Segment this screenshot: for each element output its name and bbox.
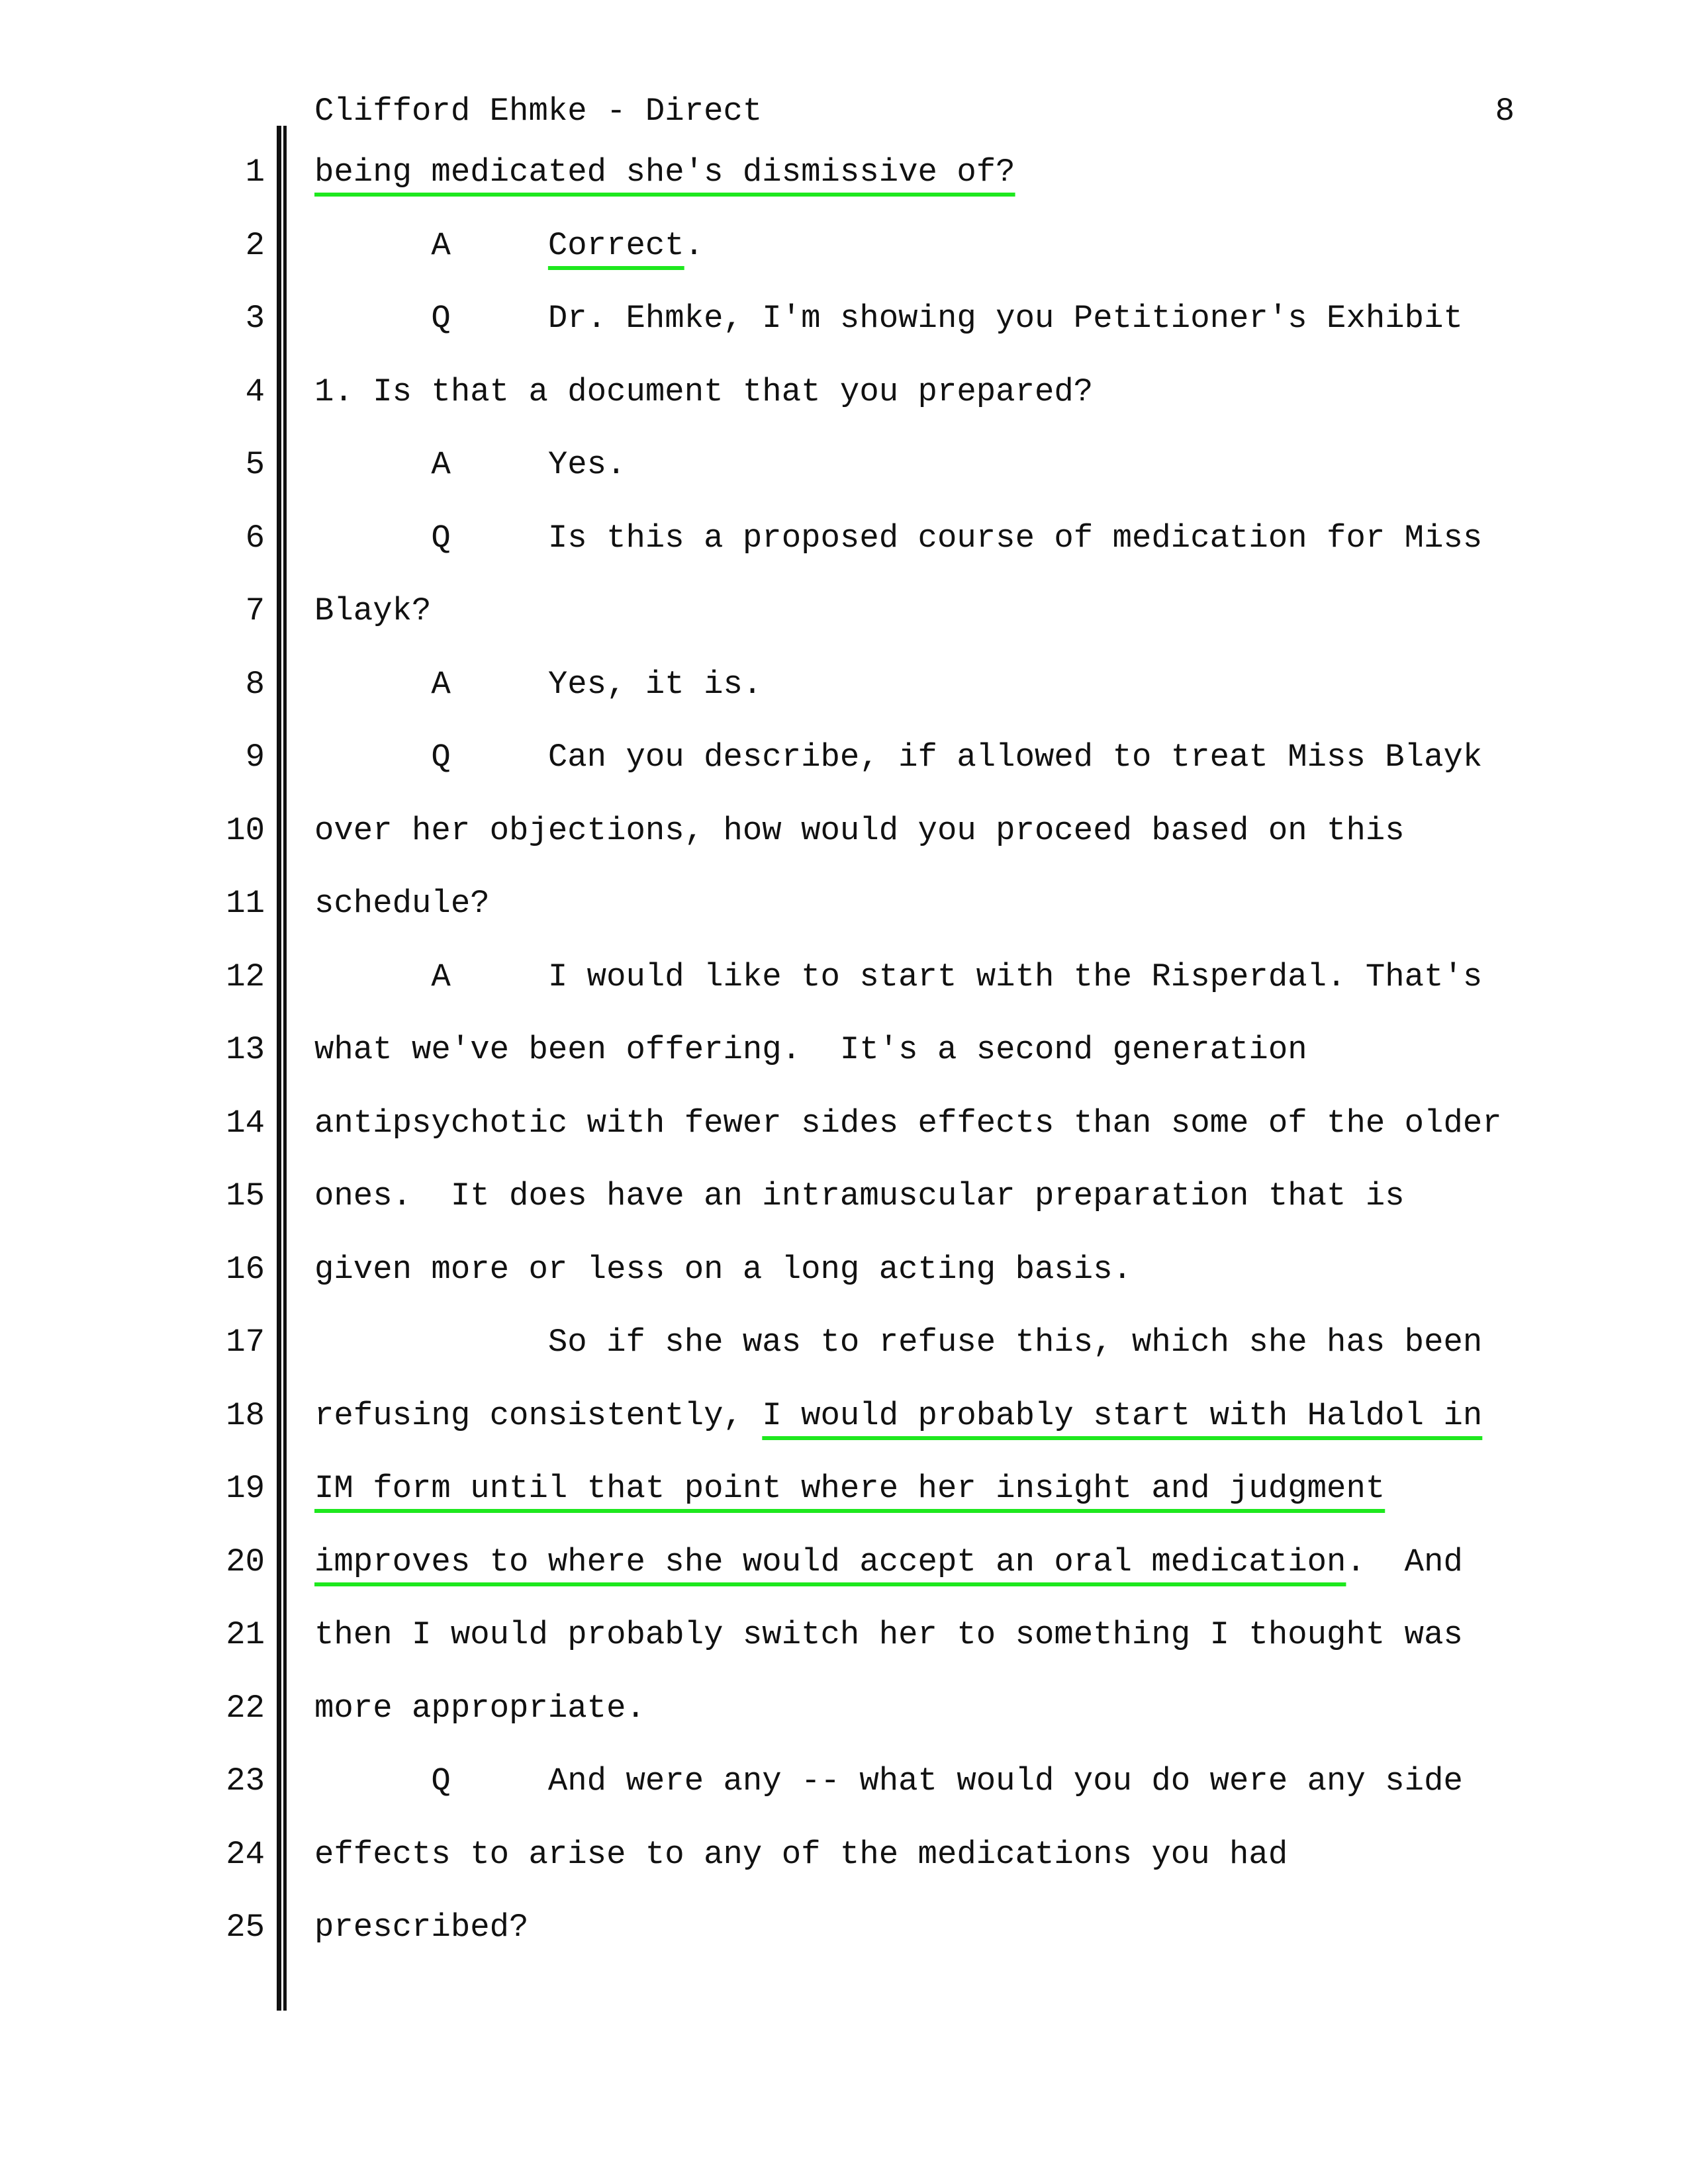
transcript-line xyxy=(0,1828,1688,1901)
line-number: 5 xyxy=(245,446,265,483)
line-number: 7 xyxy=(245,592,265,629)
line-number: 17 xyxy=(226,1324,265,1361)
highlighted-text: Correct xyxy=(547,226,684,264)
text-segment: Q Is this a proposed course of medication for Miss xyxy=(314,519,1483,557)
line-number: 20 xyxy=(226,1543,265,1580)
transcript-line xyxy=(0,146,1688,219)
transcript-line xyxy=(0,1389,1688,1463)
line-number: 16 xyxy=(226,1250,265,1288)
line-text xyxy=(314,1316,1482,1369)
transcript-line xyxy=(0,512,1688,585)
highlighted-text: IM form until that point where her insight and judgment xyxy=(314,1470,1385,1507)
text-segment: A Yes. xyxy=(314,446,626,483)
transcript-line xyxy=(0,1535,1688,1609)
line-number: 22 xyxy=(226,1689,265,1727)
line-number: 11 xyxy=(226,885,265,922)
line-text xyxy=(314,1608,1463,1661)
text-segment: Blayk? xyxy=(314,592,432,629)
line-number: 12 xyxy=(226,958,265,995)
line-text xyxy=(314,365,1093,418)
text-segment: . And xyxy=(1346,1543,1463,1580)
text-segment: A I would like to start with the Risperdal. That's xyxy=(314,958,1483,995)
highlighted-text: improves to where she would accept an oral medication xyxy=(314,1543,1346,1580)
line-text xyxy=(314,219,704,272)
line-text xyxy=(314,1097,1502,1150)
page-header-title: Clifford Ehmke - Direct xyxy=(314,93,763,130)
transcript-line xyxy=(0,219,1688,293)
line-text xyxy=(314,1243,1132,1296)
line-number: 14 xyxy=(226,1104,265,1142)
line-number: 24 xyxy=(226,1835,265,1873)
line-text xyxy=(314,950,1482,1003)
line-text xyxy=(314,1169,1405,1222)
transcript-line xyxy=(0,1097,1688,1170)
text-segment: 1. Is that a document that you prepared? xyxy=(314,373,1094,410)
line-text xyxy=(314,512,1482,565)
transcript-line xyxy=(0,1682,1688,1755)
line-number: 19 xyxy=(226,1470,265,1507)
transcript-line xyxy=(0,1608,1688,1682)
page-number: 8 xyxy=(1495,93,1515,130)
line-text xyxy=(314,1535,1463,1588)
text-segment: then I would probably switch her to something I thought was xyxy=(314,1616,1463,1653)
line-text xyxy=(314,877,490,930)
highlighted-text: being medicated she's dismissive of? xyxy=(314,154,1015,191)
line-number: 6 xyxy=(245,519,265,557)
transcript-line xyxy=(0,658,1688,731)
line-text xyxy=(314,438,626,491)
text-segment: prescribed? xyxy=(314,1909,529,1946)
transcript-line xyxy=(0,292,1688,365)
line-text xyxy=(314,1901,528,1954)
text-segment: A xyxy=(314,226,548,264)
transcript-line xyxy=(0,1316,1688,1389)
line-text xyxy=(314,584,431,637)
line-number: 23 xyxy=(226,1762,265,1799)
transcript-line xyxy=(0,584,1688,658)
transcript-line xyxy=(0,950,1688,1024)
line-number: 1 xyxy=(245,154,265,191)
line-number: 15 xyxy=(226,1177,265,1214)
highlighted-text: I would probably start with Haldol in xyxy=(762,1396,1483,1434)
line-number: 10 xyxy=(226,811,265,849)
transcript-line xyxy=(0,1754,1688,1828)
line-text xyxy=(314,1023,1307,1076)
transcript-line xyxy=(0,365,1688,439)
line-text xyxy=(314,1682,645,1735)
line-text xyxy=(314,804,1405,857)
text-segment: antipsychotic with fewer sides effects than some of the older xyxy=(314,1104,1502,1142)
text-segment: Q And were any -- what would you do were any side xyxy=(314,1762,1463,1799)
line-number: 8 xyxy=(245,665,265,703)
text-segment: A Yes, it is. xyxy=(314,665,763,703)
line-number: 21 xyxy=(226,1616,265,1653)
line-text xyxy=(314,1462,1385,1515)
transcript-line xyxy=(0,1901,1688,1974)
line-number: 2 xyxy=(245,226,265,264)
line-number: 4 xyxy=(245,373,265,410)
line-text xyxy=(314,292,1463,345)
line-number: 18 xyxy=(226,1396,265,1434)
line-text xyxy=(314,1828,1288,1881)
line-number: 13 xyxy=(226,1031,265,1068)
line-text xyxy=(314,1754,1463,1807)
transcript-line xyxy=(0,438,1688,512)
transcript-line xyxy=(0,1023,1688,1097)
text-segment: given more or less on a long acting basis. xyxy=(314,1250,1133,1288)
line-text xyxy=(314,146,1015,199)
text-segment: over her objections, how would you proceed based on this xyxy=(314,811,1405,849)
text-segment: Q Can you describe, if allowed to treat Miss Blayk xyxy=(314,739,1483,776)
text-segment: refusing consistently, xyxy=(314,1396,763,1434)
text-segment: what we've been offering. It's a second generation xyxy=(314,1031,1307,1068)
transcript-line xyxy=(0,1243,1688,1316)
text-segment: schedule? xyxy=(314,885,490,922)
text-segment: ones. It does have an intramuscular preparation that is xyxy=(314,1177,1405,1214)
transcript-line xyxy=(0,731,1688,804)
line-text xyxy=(314,731,1482,784)
text-segment: effects to arise to any of the medications you had xyxy=(314,1835,1288,1873)
text-segment: Q Dr. Ehmke, I'm showing you Petitioner's Exhibit xyxy=(314,300,1463,337)
transcript-line xyxy=(0,1462,1688,1535)
transcript-line xyxy=(0,877,1688,950)
transcript-line xyxy=(0,1169,1688,1243)
line-text xyxy=(314,1389,1482,1442)
line-number: 9 xyxy=(245,739,265,776)
text-segment: more appropriate. xyxy=(314,1689,645,1727)
line-number: 25 xyxy=(226,1909,265,1946)
text-segment: So if she was to refuse this, which she has been xyxy=(314,1324,1483,1361)
line-number: 3 xyxy=(245,300,265,337)
line-text xyxy=(314,658,762,711)
text-segment: . xyxy=(684,226,704,264)
transcript-line xyxy=(0,804,1688,878)
